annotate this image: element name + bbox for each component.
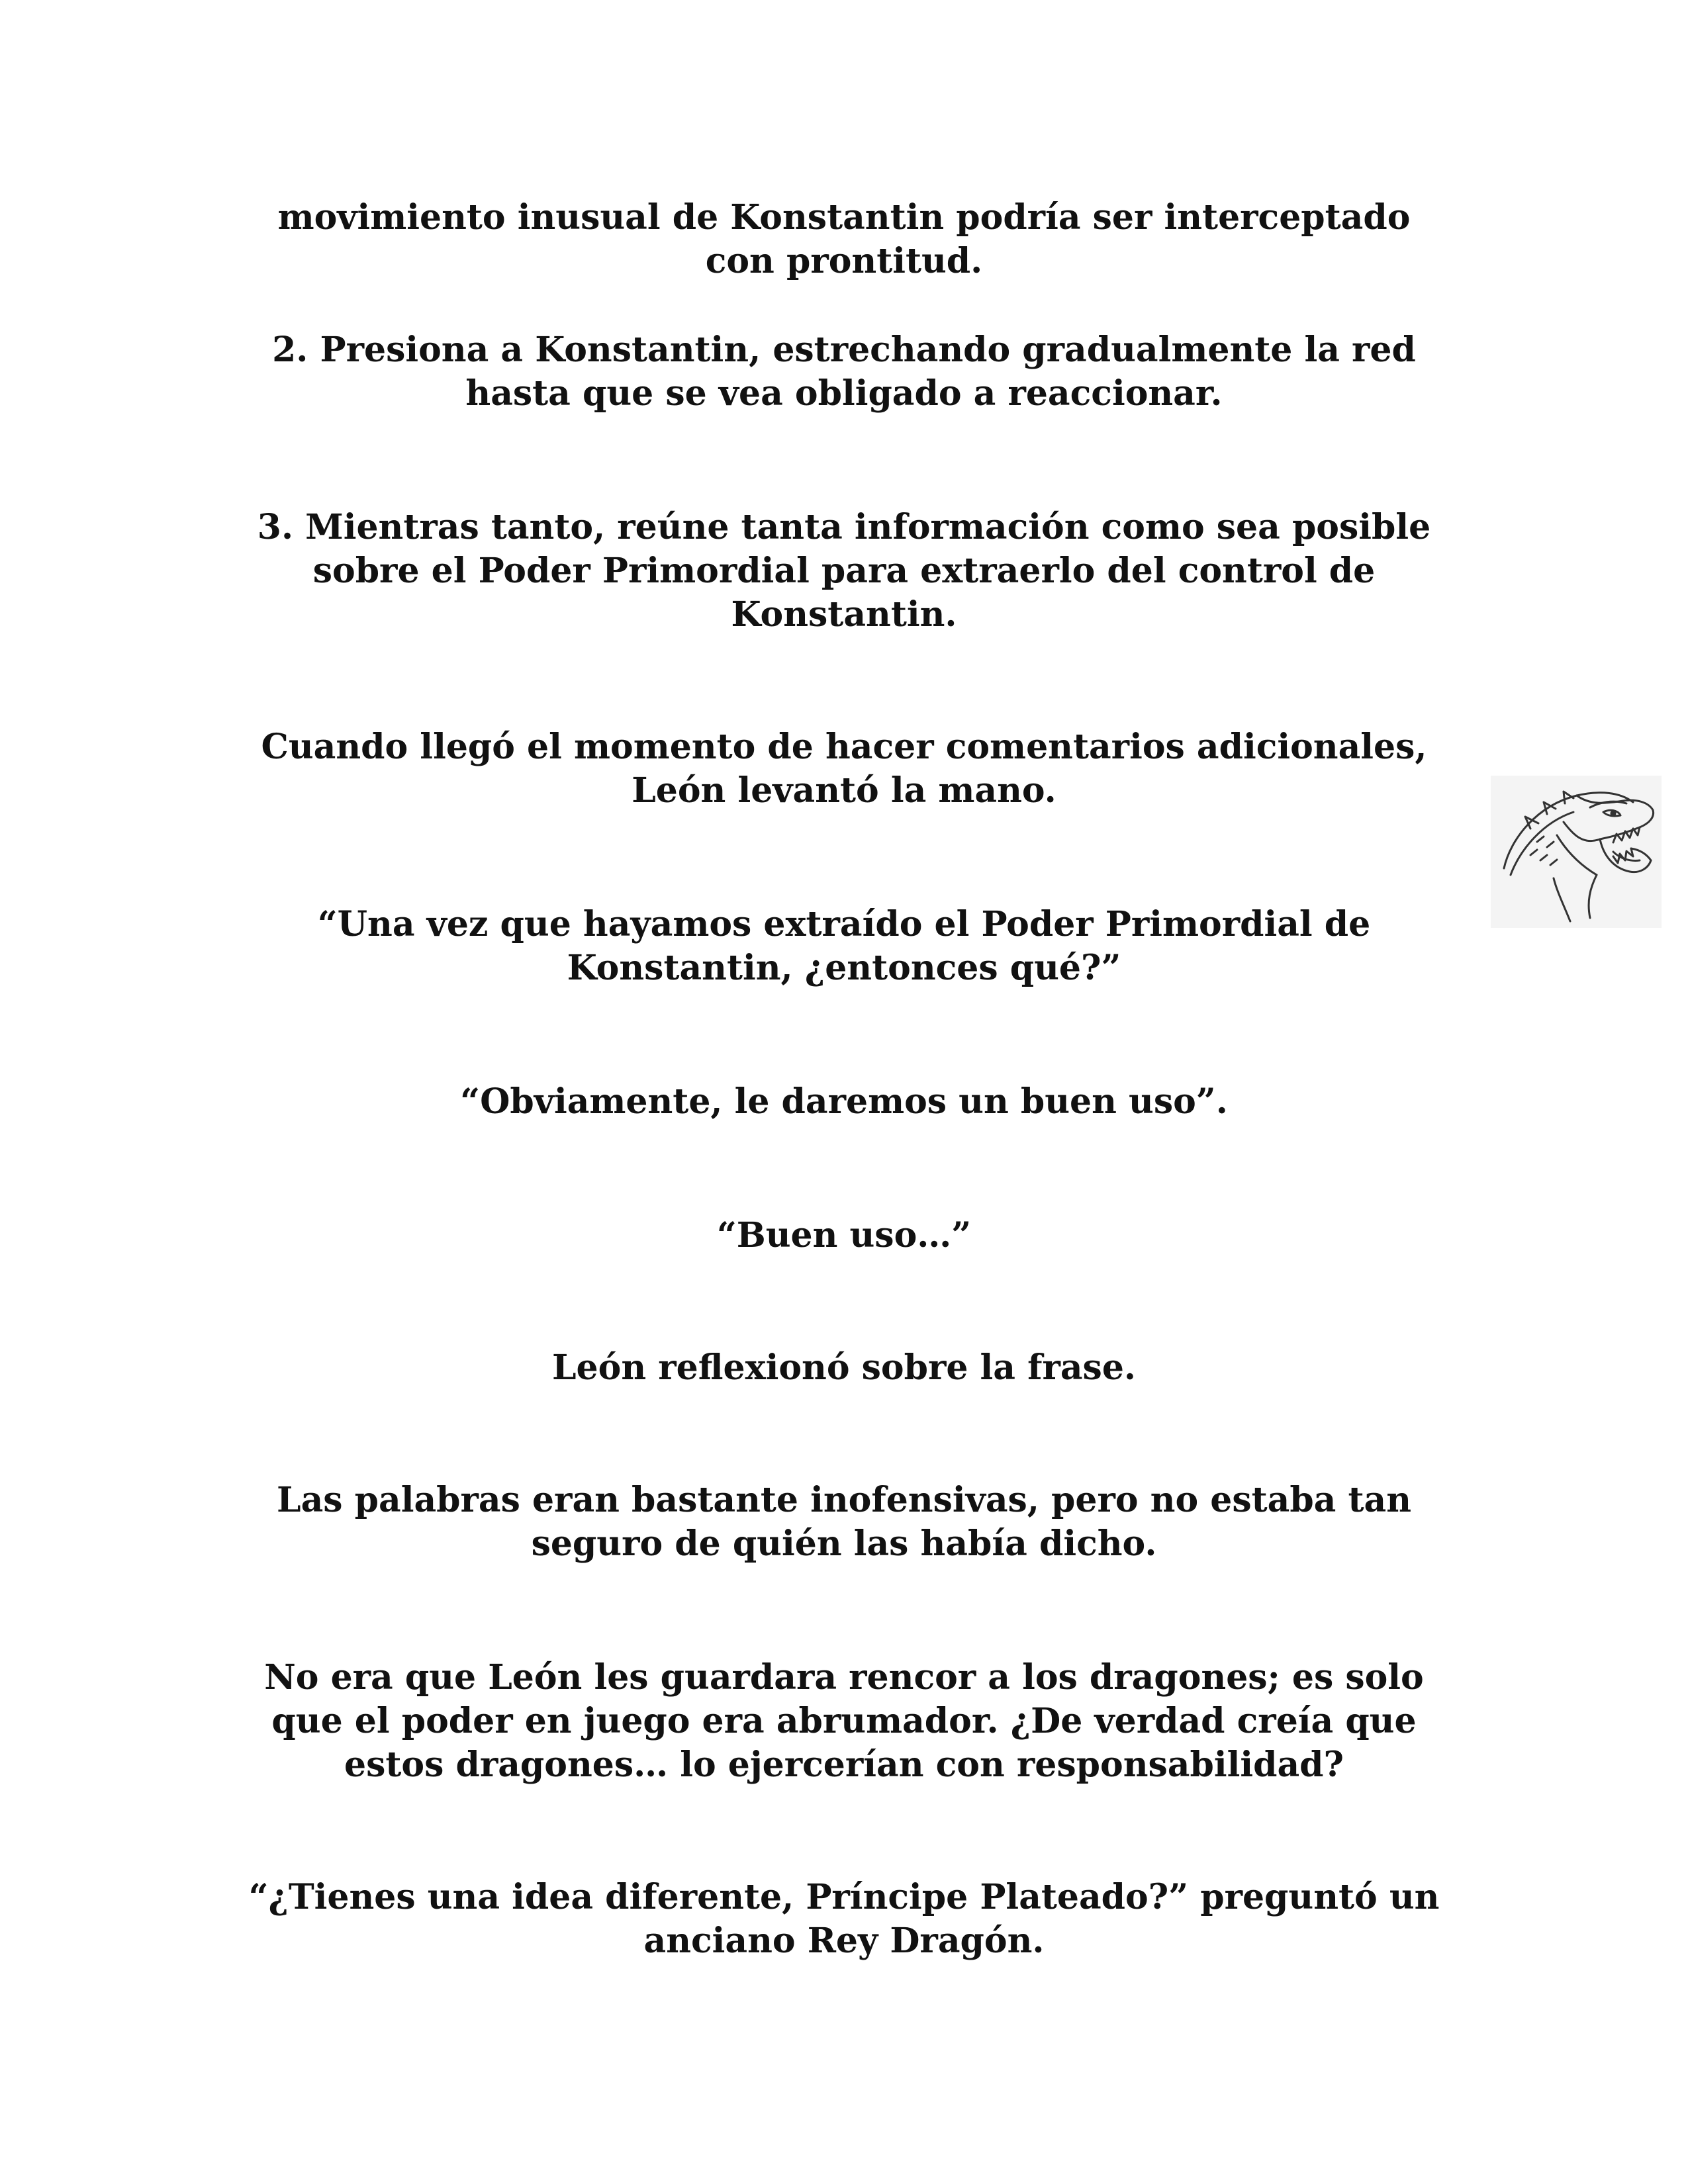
paragraph-3: 3. Mientras tanto, reúne tanta información como sea posible sobre el Poder Primordial para extraerlo del control de Konstantin.: [257, 507, 1431, 635]
paragraph-11: “¿Tienes una idea diferente, Príncipe Plateado?” preguntó un anciano Rey Dragón.: [248, 1877, 1440, 1961]
paragraph-1: movimiento inusual de Konstantin podría ser interceptado con prontitud.: [277, 197, 1411, 281]
paragraph-10: No era que León les guardara rencor a los dragones; es solo que el poder en juego era abrumador. ¿De verdad creía que estos dragones… lo ejercerían con responsabilidad?: [264, 1657, 1424, 1785]
paragraph-7: “Buen uso…”: [716, 1215, 972, 1255]
paragraph-8: León reflexionó sobre la frase.: [551, 1347, 1137, 1388]
paragraph-5: “Una vez que hayamos extraído el Poder Primordial de Konstantin, ¿entonces qué?”: [317, 904, 1371, 988]
paragraph-4: Cuando llegó el momento de hacer comentarios adicionales, León levantó la mano.: [261, 727, 1427, 811]
paragraph-2: 2. Presiona a Konstantin, estrechando gradualmente la red hasta que se vea obligado a reaccionar.: [272, 330, 1416, 414]
dragon-head-sketch-icon: [1491, 776, 1662, 928]
paragraph-6: “Obviamente, le daremos un buen uso”.: [460, 1081, 1228, 1122]
paragraph-9: Las palabras eran bastante inofensivas, pero no estaba tan seguro de quién las había dicho.: [277, 1480, 1411, 1564]
